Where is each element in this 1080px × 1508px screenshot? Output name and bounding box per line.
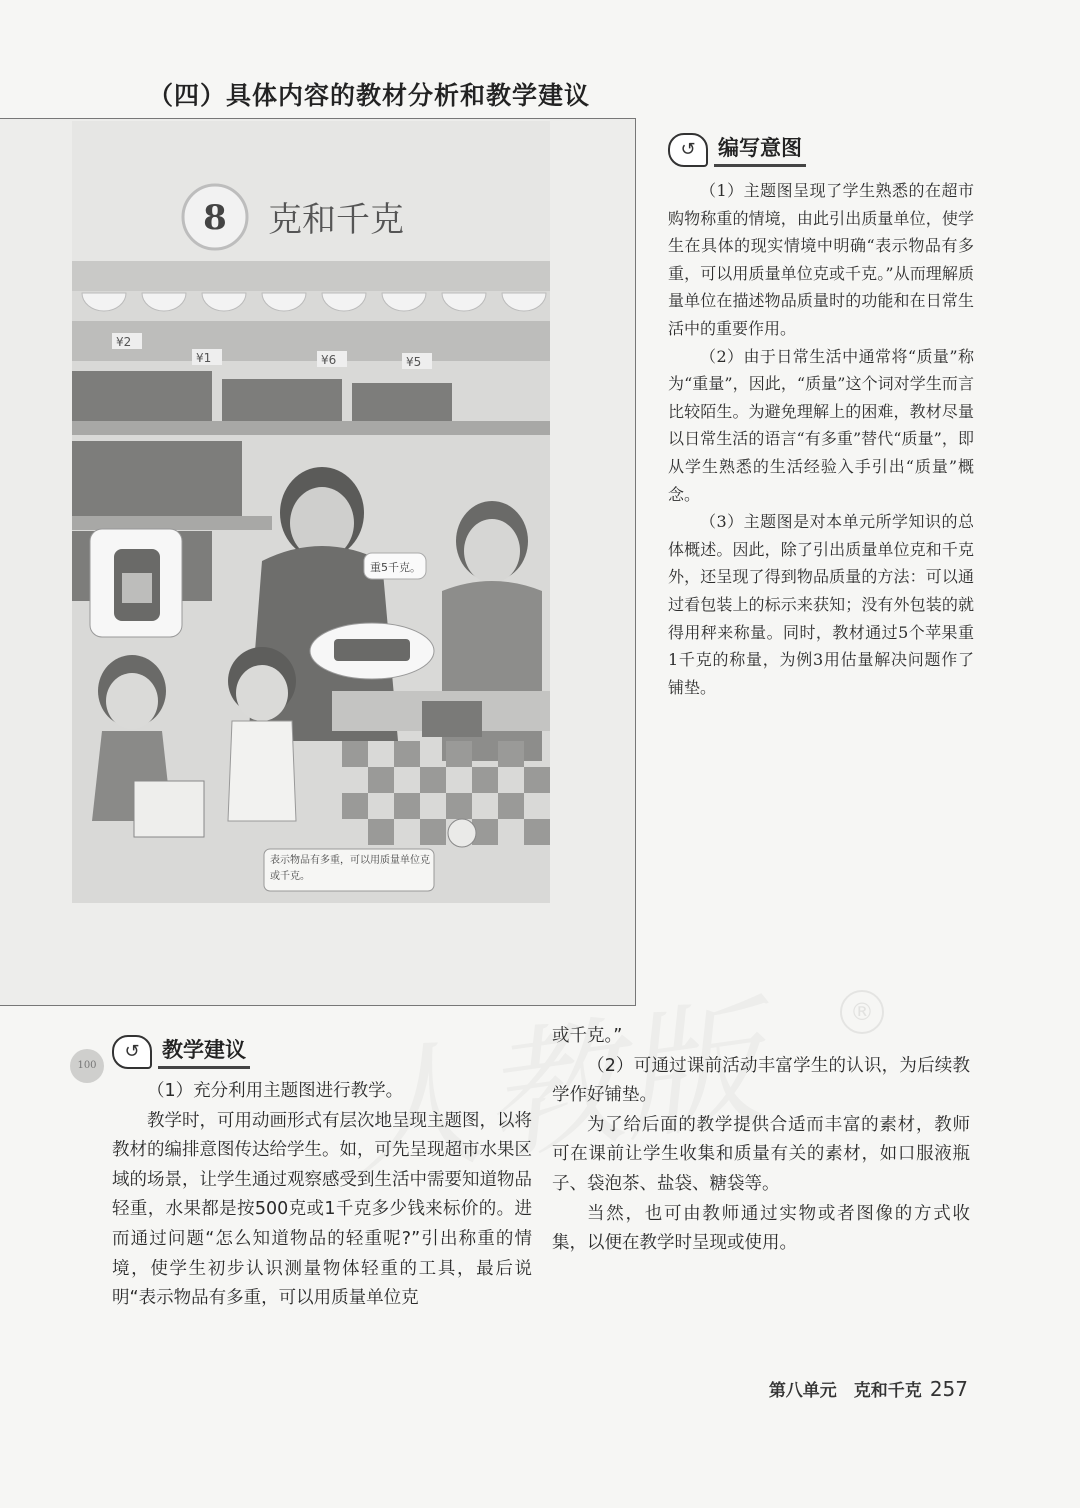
section-title: （四）具体内容的教材分析和教学建议 — [148, 81, 591, 110]
page-footer — [769, 1376, 968, 1401]
writing-intent-heading — [668, 132, 974, 167]
unit-number: 8 — [203, 198, 227, 238]
clerk-speech-bubble: 重5千克。 — [370, 561, 421, 574]
book-icon: ↺ — [668, 133, 708, 167]
advice-paragraph-6: 当然，也可由教师通过实物或者图像的方式收集，以便在教学时呈现或使用。 — [552, 1203, 970, 1254]
page-number: 257 — [929, 1377, 968, 1401]
price-tag: ¥6 — [321, 353, 337, 367]
writing-intent-section — [668, 132, 974, 701]
illustration-page-number: 100 — [70, 1049, 104, 1083]
advice-paragraph-4: （2）可通过课前活动丰富学生的认识，为后续教学作好铺垫。 — [552, 1055, 970, 1106]
writing-intent-label: 编写意图 — [714, 132, 806, 167]
intent-paragraph-3: （3）主题图是对本单元所学知识的总体概述。因此，除了引出质量单位克和千克外，还呈现了得到物品质量的方法：可以通过看包装上的标示来获知；没有外包装的就得用秤来称量。同时，教材通过5个苹果重1千克的称量，为例3用估量解决问题作了铺垫。 — [668, 512, 974, 697]
teaching-advice-heading — [112, 1034, 532, 1069]
advice-paragraph-5: 为了给后面的教学提供合适而丰富的素材，教师可在课前让学生收集和质量有关的素材，如口服液瓶子、袋泡茶、盐袋、糖袋等。 — [552, 1114, 970, 1194]
price-tag: ¥1 — [196, 351, 212, 365]
caption-bubble-text: 表示物品有多重，可以用质量单位克或千克。 — [270, 855, 430, 882]
intent-paragraph-1: （1）主题图呈现了学生熟悉的在超市购物称重的情境，由此引出质量单位，使学生在具体的现实情境中明确“表示物品有多重，可以用质量单位克或千克。”从而理解质量单位在描述物品质量时的功能和在日常生活中的重要作用。 — [668, 181, 974, 338]
advice-paragraph-2: 教学时，可用动画形式有层次地呈现主题图，以将教材的编排意图传达给学生。如，可先呈现超市水果区域的场景，让学生通过观察感受到生活中需要知道物品轻重，水果都是按500克或1千克多少钱来标价的。进而通过问题“怎么知道物品的轻重呢?”引出称重的情境，使学生初步认识测量物体轻重的工具，最后说明“表示物品有多重，可以用质量单位克 — [112, 1110, 532, 1309]
intent-paragraph-2: （2）由于日常生活中通常将“质量”称为“重量”，因此，“质量”这个词对学生而言比较陌生。为避免理解上的困难，教材尽量以日常生活的语言“有多重”替代“质量”，即从学生熟悉的生活经验入手引出“质量”概念。 — [668, 346, 974, 504]
price-tag: ¥5 — [406, 355, 422, 369]
teaching-advice-label: 教学建议 — [158, 1034, 250, 1069]
supermarket-scene — [72, 121, 550, 903]
supermarket-illustration — [72, 121, 550, 903]
unit-title: 克和千克 — [268, 200, 404, 240]
advice-paragraph-1: （1）充分利用主题图进行教学。 — [147, 1081, 404, 1101]
footer-unit-label: 第八单元 克和千克 — [768, 1381, 922, 1401]
price-tag: ¥2 — [116, 335, 132, 349]
teaching-advice-continued — [552, 1022, 970, 1259]
advice-paragraph-3: 或千克。” — [552, 1026, 623, 1046]
registered-mark-icon: ® — [840, 990, 884, 1034]
book-icon: ↺ — [112, 1035, 152, 1069]
teaching-advice-section — [112, 1034, 532, 1314]
